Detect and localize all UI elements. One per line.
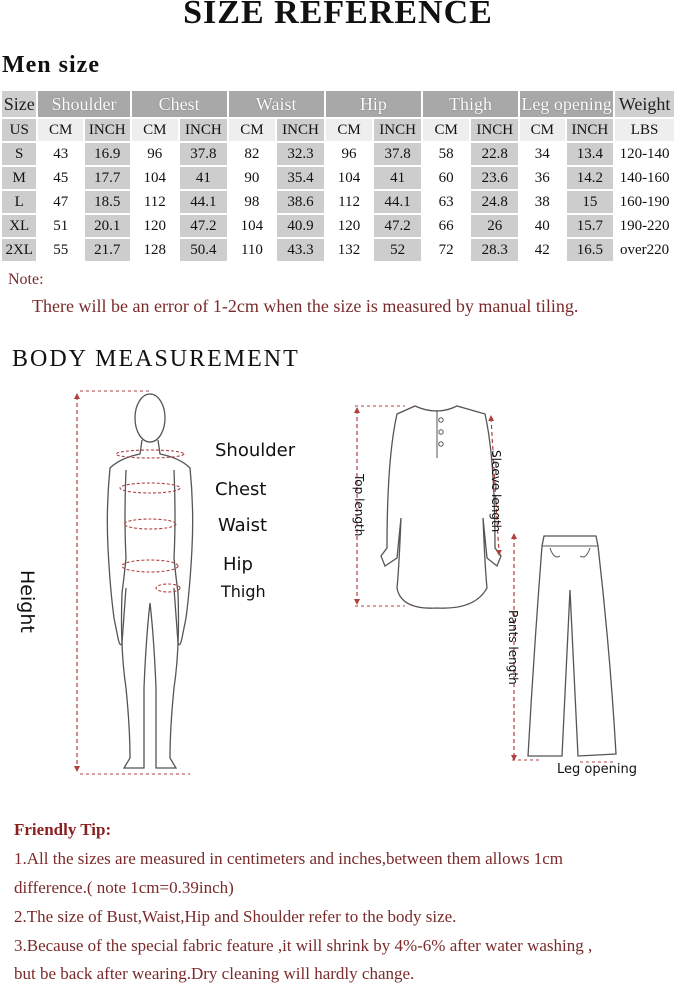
tip-line: 1.All the sizes are measured in centimeters and inches,between them allows 1cm [14, 849, 564, 868]
table-cell: 66 [423, 215, 470, 237]
table-cell: 140-160 [615, 167, 674, 189]
tip-line: 3.Because of the special fabric feature ,it will shrink by 4%-6% after water washing , [14, 936, 593, 955]
label-height: Height [16, 570, 38, 633]
label-shoulder: Shoulder [215, 440, 296, 461]
chest-measure-line [120, 483, 180, 493]
table-header-row [2, 91, 674, 117]
table-cell: 17.7 [85, 167, 130, 189]
table-cell: 16.5 [567, 239, 614, 261]
table-cell: 22.8 [471, 143, 518, 165]
table-cell: 120 [326, 215, 373, 237]
header-chest: Chest [132, 91, 227, 117]
label-chest: Chest [215, 479, 267, 500]
table-cell: 96 [132, 143, 179, 165]
table-cell: 36 [520, 167, 565, 189]
unit-cell: INCH [277, 119, 324, 141]
table-cell: 132 [326, 239, 373, 261]
table-cell: 160-190 [615, 191, 674, 213]
table-cell: 110 [229, 239, 276, 261]
table-cell: 20.1 [85, 215, 130, 237]
size-label-cell: 2XL [2, 239, 36, 261]
table-cell: 43 [38, 143, 83, 165]
table-cell: 47.2 [374, 215, 421, 237]
table-cell: 45 [38, 167, 83, 189]
table-cell: 14.2 [567, 167, 614, 189]
table-cell: 18.5 [85, 191, 130, 213]
table-cell: 120 [132, 215, 179, 237]
label-thigh: Thigh [221, 582, 266, 601]
table-cell: 16.9 [85, 143, 130, 165]
size-table [0, 89, 676, 263]
table-cell: 35.4 [277, 167, 324, 189]
table-cell: 51 [38, 215, 83, 237]
table-cell: 26 [471, 215, 518, 237]
table-row [2, 191, 674, 213]
tip-line: difference.( note 1cm=0.39inch) [14, 878, 234, 897]
unit-cell: CM [229, 119, 276, 141]
label-top-length: Top length [352, 474, 366, 537]
table-cell: 38 [520, 191, 565, 213]
table-cell: 128 [132, 239, 179, 261]
table-cell: over220 [615, 239, 674, 261]
tip-line: but be back after wearing.Dry cleaning will hardly change. [14, 964, 415, 983]
table-cell: 55 [38, 239, 83, 261]
table-cell: 190-220 [615, 215, 674, 237]
unit-cell: INCH [180, 119, 227, 141]
header-shoulder: Shoulder [38, 91, 129, 117]
table-cell: 112 [132, 191, 179, 213]
table-cell: 52 [374, 239, 421, 261]
hip-measure-line [122, 560, 178, 572]
table-cell: 13.4 [567, 143, 614, 165]
table-cell: 15 [567, 191, 614, 213]
size-label-cell: S [2, 143, 36, 165]
label-waist: Waist [218, 515, 268, 536]
table-cell: 28.3 [471, 239, 518, 261]
table-cell: 32.3 [277, 143, 324, 165]
table-cell: 37.8 [180, 143, 227, 165]
unit-cell: INCH [85, 119, 130, 141]
header-hip: Hip [326, 91, 421, 117]
label-pants-length: Pants length [506, 610, 520, 685]
table-cell: 41 [180, 167, 227, 189]
tip-line: 2.The size of Bust,Waist,Hip and Shoulder refer to the body size. [14, 907, 457, 926]
table-cell: 23.6 [471, 167, 518, 189]
table-cell: 82 [229, 143, 276, 165]
header-thigh: Thigh [423, 91, 518, 117]
table-cell: 96 [326, 143, 373, 165]
unit-cell: INCH [471, 119, 518, 141]
table-cell: 58 [423, 143, 470, 165]
body-figure-illustration [60, 388, 230, 778]
table-cell: 37.8 [374, 143, 421, 165]
header-weight: Weight [615, 91, 674, 117]
unit-cell: CM [520, 119, 565, 141]
table-cell: 43.3 [277, 239, 324, 261]
label-sleeve-length: Sleeve length [489, 450, 503, 533]
size-label-cell: L [2, 191, 36, 213]
table-row [2, 143, 674, 165]
table-cell: 90 [229, 167, 276, 189]
table-cell: 60 [423, 167, 470, 189]
table-cell: 112 [326, 191, 373, 213]
table-cell: 44.1 [374, 191, 421, 213]
table-cell: 47.2 [180, 215, 227, 237]
table-cell: 15.7 [567, 215, 614, 237]
unit-cell: CM [423, 119, 470, 141]
note-label: Note: [8, 271, 44, 288]
table-row [2, 167, 674, 189]
table-cell: 21.7 [85, 239, 130, 261]
table-cell: 42 [520, 239, 565, 261]
table-cell: 47 [38, 191, 83, 213]
table-row [2, 239, 674, 261]
table-cell: 104 [326, 167, 373, 189]
unit-cell: US [2, 119, 36, 141]
unit-cell: INCH [567, 119, 614, 141]
unit-cell: CM [132, 119, 179, 141]
table-cell: 34 [520, 143, 565, 165]
table-cell: 44.1 [180, 191, 227, 213]
table-cell: 40.9 [277, 215, 324, 237]
header-waist: Waist [229, 91, 324, 117]
table-cell: 38.6 [277, 191, 324, 213]
size-label-cell: M [2, 167, 36, 189]
friendly-tip-title: Friendly Tip: [14, 820, 112, 839]
label-leg-opening: Leg opening [557, 762, 637, 777]
table-cell: 120-140 [615, 143, 674, 165]
label-hip: Hip [223, 554, 253, 575]
size-label-cell: XL [2, 215, 36, 237]
section-subtitle-men-size: Men size [2, 52, 100, 78]
table-cell: 40 [520, 215, 565, 237]
unit-cell: INCH [374, 119, 421, 141]
table-cell: 72 [423, 239, 470, 261]
unit-cell: CM [38, 119, 83, 141]
unit-cell: LBS [615, 119, 674, 141]
unit-cell: CM [326, 119, 373, 141]
table-cell: 98 [229, 191, 276, 213]
page-title: SIZE REFERENCE [183, 0, 493, 31]
table-cell: 41 [374, 167, 421, 189]
header-size: Size [2, 91, 36, 117]
waist-measure-line [124, 519, 176, 529]
table-cell: 50.4 [180, 239, 227, 261]
note-text: There will be an error of 1-2cm when the size is measured by manual tiling. [32, 296, 579, 316]
header-leg-opening: Leg opening [520, 91, 613, 117]
table-units-row [2, 119, 674, 141]
table-cell: 63 [423, 191, 470, 213]
table-cell: 104 [229, 215, 276, 237]
table-cell: 24.8 [471, 191, 518, 213]
table-row [2, 215, 674, 237]
shoulder-measure-line [116, 450, 184, 458]
body-measurement-title: BODY MEASUREMENT [12, 346, 300, 372]
table-cell: 104 [132, 167, 179, 189]
